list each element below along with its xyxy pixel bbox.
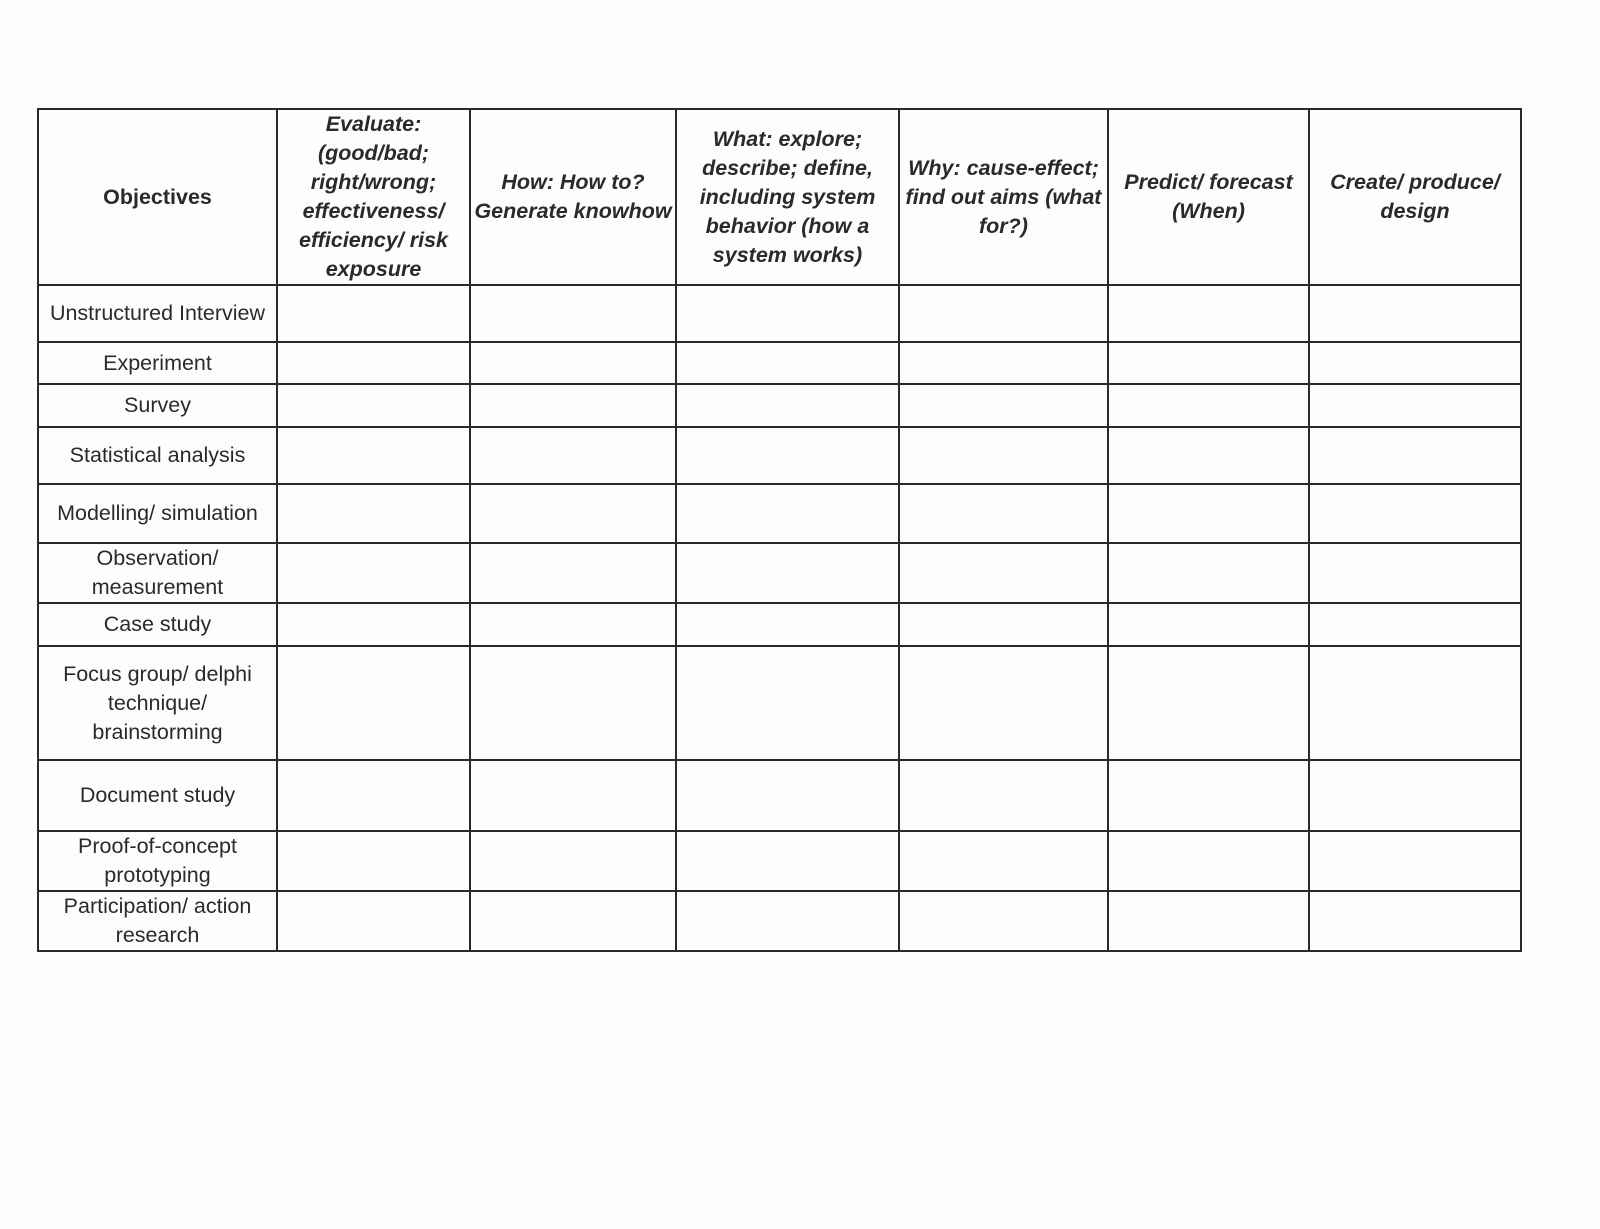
table-row xyxy=(38,543,1521,603)
header-how: How: How to? Generate knowhow xyxy=(470,109,676,285)
empty-cell xyxy=(1108,543,1309,603)
empty-cell xyxy=(1309,891,1521,951)
empty-cell xyxy=(899,384,1108,427)
row-label: Case study xyxy=(38,603,277,646)
empty-cell xyxy=(1309,831,1521,891)
empty-cell xyxy=(899,891,1108,951)
empty-cell xyxy=(676,342,899,384)
empty-cell xyxy=(899,831,1108,891)
empty-cell xyxy=(899,543,1108,603)
empty-cell xyxy=(899,760,1108,831)
table-row xyxy=(38,384,1521,427)
row-label: Observation/ measurement xyxy=(38,543,277,603)
table-row xyxy=(38,285,1521,342)
empty-cell xyxy=(1309,484,1521,543)
empty-cell xyxy=(1309,427,1521,484)
empty-cell xyxy=(1309,342,1521,384)
row-label: Modelling/ simulation xyxy=(38,484,277,543)
empty-cell xyxy=(1309,760,1521,831)
empty-cell xyxy=(1108,427,1309,484)
header-objectives: Objectives xyxy=(38,109,277,285)
empty-cell xyxy=(1309,646,1521,760)
empty-cell xyxy=(470,384,676,427)
empty-cell xyxy=(1108,831,1309,891)
empty-cell xyxy=(277,646,470,760)
empty-cell xyxy=(277,342,470,384)
empty-cell xyxy=(1309,384,1521,427)
row-label: Document study xyxy=(38,760,277,831)
empty-cell xyxy=(277,760,470,831)
table-row xyxy=(38,760,1521,831)
empty-cell xyxy=(676,543,899,603)
table-row xyxy=(38,342,1521,384)
empty-cell xyxy=(470,427,676,484)
header-what: What: explore; describe; define, including system behavior (how a system works) xyxy=(676,109,899,285)
empty-cell xyxy=(1108,384,1309,427)
empty-cell xyxy=(277,484,470,543)
empty-cell xyxy=(277,427,470,484)
empty-cell xyxy=(470,760,676,831)
table-row xyxy=(38,891,1521,951)
empty-cell xyxy=(676,427,899,484)
empty-cell xyxy=(676,831,899,891)
empty-cell xyxy=(277,891,470,951)
header-create: Create/ produce/ design xyxy=(1309,109,1521,285)
empty-cell xyxy=(277,384,470,427)
empty-cell xyxy=(676,891,899,951)
table-body xyxy=(38,285,1521,951)
empty-cell xyxy=(899,484,1108,543)
empty-cell xyxy=(1108,484,1309,543)
empty-cell xyxy=(277,543,470,603)
row-label: Focus group/ delphi technique/ brainstorming xyxy=(38,646,277,760)
empty-cell xyxy=(470,285,676,342)
table-row xyxy=(38,484,1521,543)
empty-cell xyxy=(1108,342,1309,384)
row-label: Proof-of-concept prototyping xyxy=(38,831,277,891)
empty-cell xyxy=(1309,285,1521,342)
empty-cell xyxy=(1108,603,1309,646)
row-label: Survey xyxy=(38,384,277,427)
table-row xyxy=(38,427,1521,484)
empty-cell xyxy=(470,543,676,603)
empty-cell xyxy=(1108,891,1309,951)
row-label: Participation/ action research xyxy=(38,891,277,951)
empty-cell xyxy=(470,891,676,951)
table-row xyxy=(38,646,1521,760)
table-row xyxy=(38,603,1521,646)
empty-cell xyxy=(470,342,676,384)
empty-cell xyxy=(676,484,899,543)
empty-cell xyxy=(676,646,899,760)
empty-cell xyxy=(470,603,676,646)
empty-cell xyxy=(277,285,470,342)
row-label: Statistical analysis xyxy=(38,427,277,484)
empty-cell xyxy=(899,603,1108,646)
empty-cell xyxy=(899,285,1108,342)
empty-cell xyxy=(470,646,676,760)
empty-cell xyxy=(1108,646,1309,760)
empty-cell xyxy=(676,384,899,427)
empty-cell xyxy=(899,646,1108,760)
table-row xyxy=(38,831,1521,891)
empty-cell xyxy=(277,603,470,646)
empty-cell xyxy=(277,831,470,891)
empty-cell xyxy=(1309,543,1521,603)
row-label: Unstructured Interview xyxy=(38,285,277,342)
empty-cell xyxy=(1108,760,1309,831)
empty-cell xyxy=(1309,603,1521,646)
empty-cell xyxy=(470,484,676,543)
objectives-methods-matrix xyxy=(37,108,1522,952)
header-evaluate: Evaluate: (good/bad; right/wrong; effectiveness/ efficiency/ risk exposure xyxy=(277,109,470,285)
empty-cell xyxy=(1108,285,1309,342)
empty-cell xyxy=(676,285,899,342)
empty-cell xyxy=(676,760,899,831)
header-row xyxy=(38,109,1521,285)
empty-cell xyxy=(470,831,676,891)
empty-cell xyxy=(899,427,1108,484)
empty-cell xyxy=(676,603,899,646)
header-predict: Predict/ forecast (When) xyxy=(1108,109,1309,285)
header-why: Why: cause-effect; find out aims (what for?) xyxy=(899,109,1108,285)
empty-cell xyxy=(899,342,1108,384)
row-label: Experiment xyxy=(38,342,277,384)
